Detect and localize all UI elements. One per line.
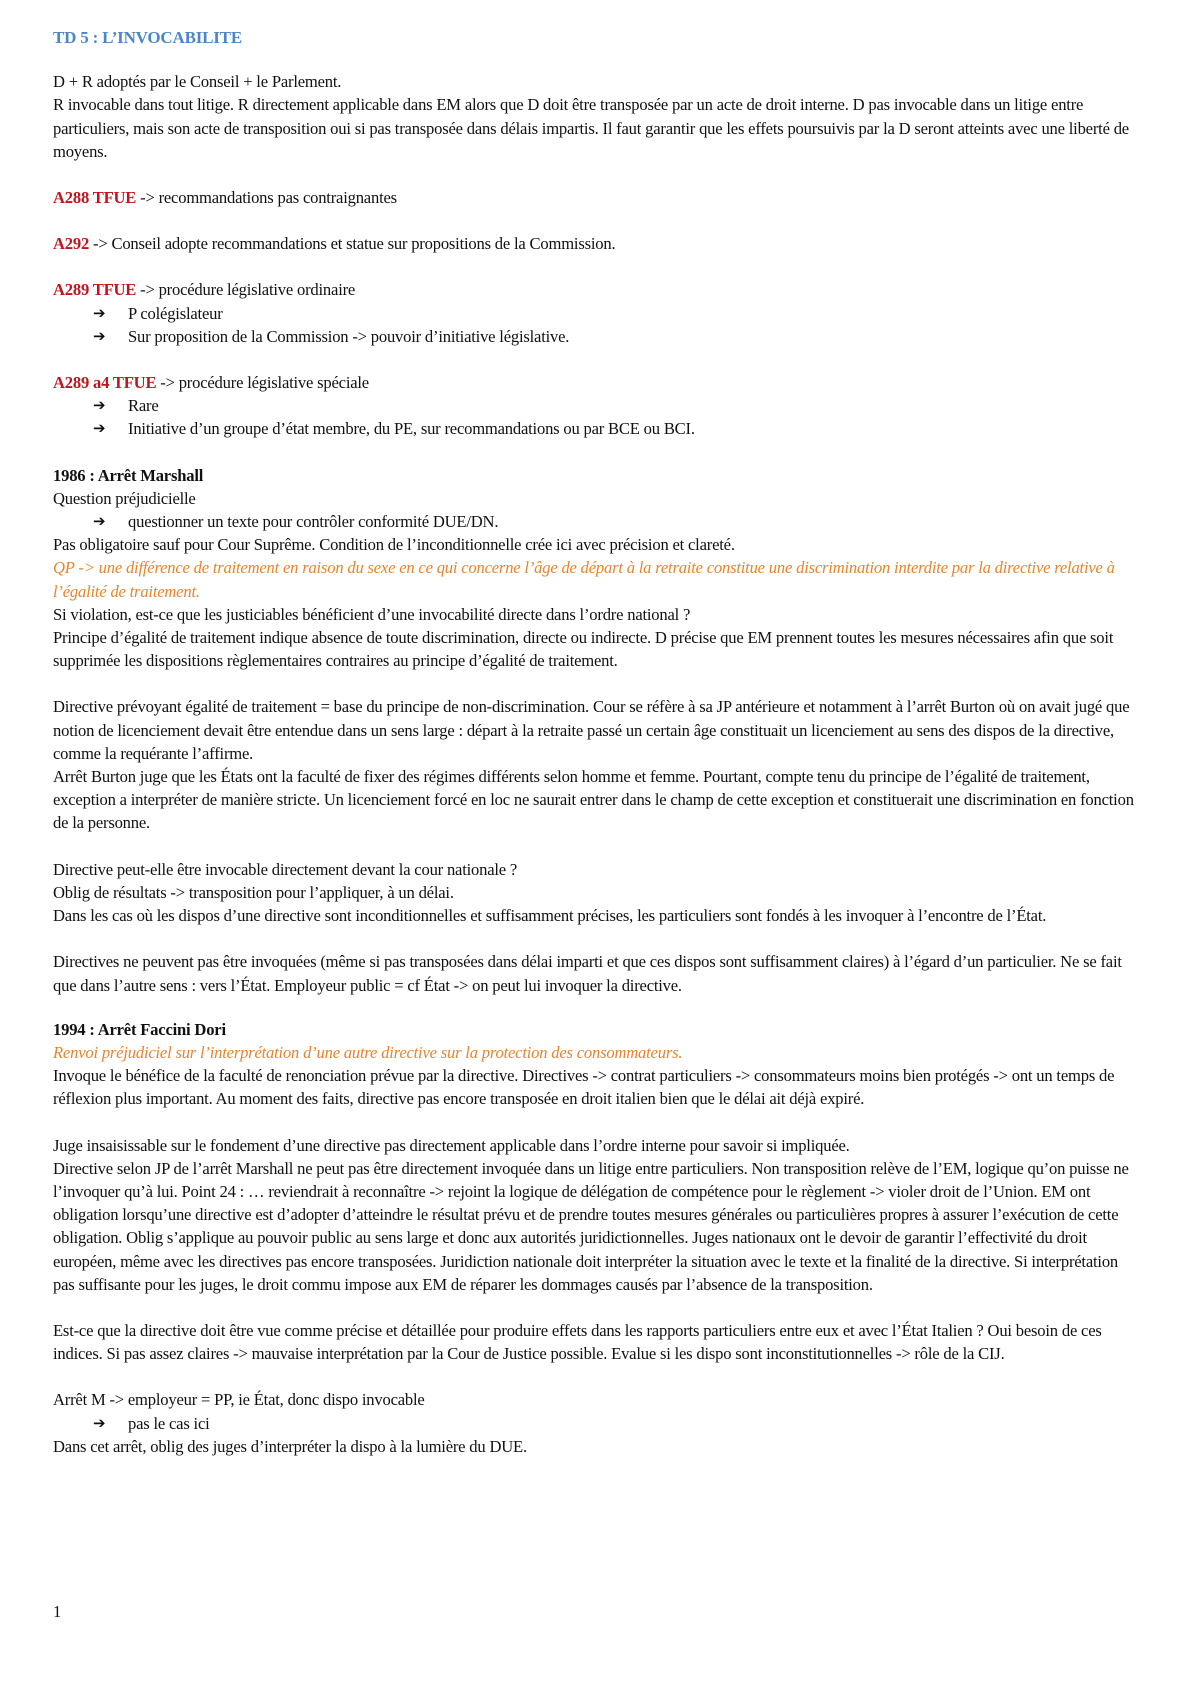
arrow-icon: ➔	[93, 303, 106, 322]
paragraph: Invoque le bénéfice de la faculté de renonciation prévue par la directive. Directives -> contrat particuliers -> consommateurs moins bien protégés -> ont un temps de réflexion plus important. Au moment des faits, directive pas encore transposée en droit italien bien que le délai ait déjà expiré.	[53, 1066, 1115, 1109]
bullet-item: ➔ Sur proposition de la Commission -> pouvoir d’initiative législative.	[53, 325, 1143, 348]
question-prejudicielle: QP -> une différence de traitement en raison du sexe en ce qui concerne l’âge de départ à la retraite constitue une discrimination interdite par la directive relative à l’égalité de traitement.	[53, 558, 1115, 601]
bullet-item: ➔ Rare	[53, 394, 1143, 417]
article-ref: A289 TFUE	[53, 280, 137, 300]
renvoi-prejudiciel: Renvoi préjudiciel sur l’interprétation d’une autre directive sur la protection des consommateurs.	[53, 1042, 683, 1062]
paragraph: Principe d’égalité de traitement indique absence de toute discrimination, directe ou indirecte. D précise que EM prennent toutes les mesures nécessaires afin que soit supprimée les dispositions règlementaires contraires au principe d’égalité de traitement.	[53, 628, 1114, 671]
text-line: Directive peut-elle être invocable directement devant la cour nationale ?	[53, 859, 518, 879]
bullet-item: ➔ Initiative d’un groupe d’état membre, du PE, sur recommandations ou par BCE ou BCI.	[53, 417, 1143, 440]
text-line: Arrêt M -> employeur = PP, ie État, donc dispo invocable	[53, 1390, 425, 1410]
text-line: Question préjudicielle	[53, 488, 196, 508]
arrow-icon: ➔	[93, 326, 106, 345]
article-a289-a4	[53, 371, 1143, 394]
article-text: -> Conseil adopte recommandations et statue sur propositions de la Commission.	[89, 234, 616, 254]
article-text: -> recommandations pas contraignantes	[136, 188, 397, 208]
page-number: 1	[53, 1602, 62, 1621]
arrow-icon: ➔	[93, 396, 106, 415]
section-heading-marshall: 1986 : Arrêt Marshall	[53, 465, 204, 485]
text-line: Oblig de résultats -> transposition pour l’appliquer, à un délai.	[53, 882, 454, 902]
bullet-item: ➔ P colégislateur	[53, 302, 1143, 325]
bullet-item: ➔ questionner un texte pour contrôler conformité DUE/DN.	[53, 510, 1143, 533]
intro-line: D + R adoptés par le Conseil + le Parlement.	[53, 72, 342, 92]
document-page	[53, 26, 1143, 1458]
paragraph: Directives ne peuvent pas être invoquées (même si pas transposées dans délai imparti et que ces dispos sont suffisamment claires) à l’égard d’un particulier. Ne se fait que dans l’autre sens : vers l’État. Employeur public = cf État -> on peut lui invoquer la directive.	[53, 952, 1122, 995]
arrow-icon: ➔	[93, 1413, 106, 1432]
text-line: Juge insaisissable sur le fondement d’une directive pas directement applicable dans l’ordre interne pour savoir si impliquée.	[53, 1135, 850, 1155]
article-text: -> procédure législative spéciale	[156, 373, 369, 393]
article-ref: A289 a4 TFUE	[53, 373, 157, 393]
section-heading-faccini: 1994 : Arrêt Faccini Dori	[53, 1019, 226, 1039]
paragraph: Est-ce que la directive doit être vue comme précise et détaillée pour produire effets dans les rapports particuliers entre eux et avec l’État Italien ? Oui besoin de ces indices. Si pas assez claires -> mauvaise interprétation par la Cour de Justice possible. Evalue si les dispo sont inconstitutionnelles -> rôle de la CIJ.	[53, 1320, 1102, 1364]
arrow-icon: ➔	[93, 419, 106, 438]
article-text: -> procédure législative ordinaire	[136, 280, 356, 300]
text-line: Si violation, est-ce que les justiciables bénéficient d’une invocabilité directe dans l’ordre national ?	[53, 604, 691, 624]
text-line: Dans cet arrêt, oblig des juges d’interpréter la dispo à la lumière du DUE.	[53, 1436, 527, 1456]
intro-paragraph: R invocable dans tout litige. R directement applicable dans EM alors que D doit être transposée par un acte de droit interne. D pas invocable dans un litige entre particuliers, mais son acte de transposition oui si pas transposée dans délais impartis. Il faut garantir que les effets poursuivis par la D seront atteints avec une liberté de moyens.	[53, 95, 1129, 161]
paragraph: Directive selon JP de l’arrêt Marshall ne peut pas être directement invoquée dans un litige entre particuliers. Non transposition relève de l’EM, logique qu’on puisse ne l’invoquer qu’à lui. Point 24 : … reviendrait à reconnaître -> rejoint la logique de délégation de compétence pour le règlement -> violer droit de l’Union. EM ont obligation lorsqu’une directive est d’adopter d’atteindre le résultat prévu et de prendre toutes mesures générales ou particulières propres à assurer l’exécution de cette obligation. Oblig s’applique au pouvoir public au sens large et donc aux autorités juridictionnelles. Juges nationaux ont le devoir de garantir l’effectivité du droit européen, même avec les directives pas encore transposées. Juridiction nationale doit interpréter la situation avec le texte et la finalité de la directive. Si interprétation pas suffisante pour les juges, le droit commu impose aux EM de réparer les dommages causés par l’absence de la transposition.	[53, 1158, 1129, 1294]
article-ref: A292	[53, 234, 90, 254]
paragraph: Dans les cas où les dispos d’une directive sont inconditionnelles et suffisamment précises, les particuliers sont fondés à les invoquer à l’encontre de l’État.	[53, 906, 1047, 926]
paragraph: Arrêt Burton juge que les États ont la faculté de fixer des régimes différents selon homme et femme. Pourtant, compte tenu du principe de l’égalité de traitement, exception a interpréter de manière stricte. Un licenciement forcé en loc ne saurait entrer dans le champ de cette exception et constituerait une discrimination en fonction de la personne.	[53, 767, 1134, 833]
document-title: TD 5 : L’INVOCABILITE	[53, 28, 242, 47]
text-line: Pas obligatoire sauf pour Cour Suprême. Condition de l’inconditionnelle crée ici avec précision et clareté.	[53, 535, 735, 555]
article-ref: A288 TFUE	[53, 188, 137, 208]
arrow-icon: ➔	[93, 512, 106, 531]
article-a288	[53, 186, 1143, 209]
bullet-item: ➔ pas le cas ici	[53, 1412, 1143, 1435]
paragraph: Directive prévoyant égalité de traitement = base du principe de non-discrimination. Cour se réfère à sa JP antérieure et notamment à l’arrêt Burton où on avait jugé que notion de licenciement devait être entendue dans un sens large : départ à la retraite passé un certain âge constituait un licenciement au sens des dispos de la directive, comme la requérante l’affirme.	[53, 697, 1130, 763]
article-a289	[53, 278, 1143, 301]
article-a292	[53, 232, 1143, 255]
